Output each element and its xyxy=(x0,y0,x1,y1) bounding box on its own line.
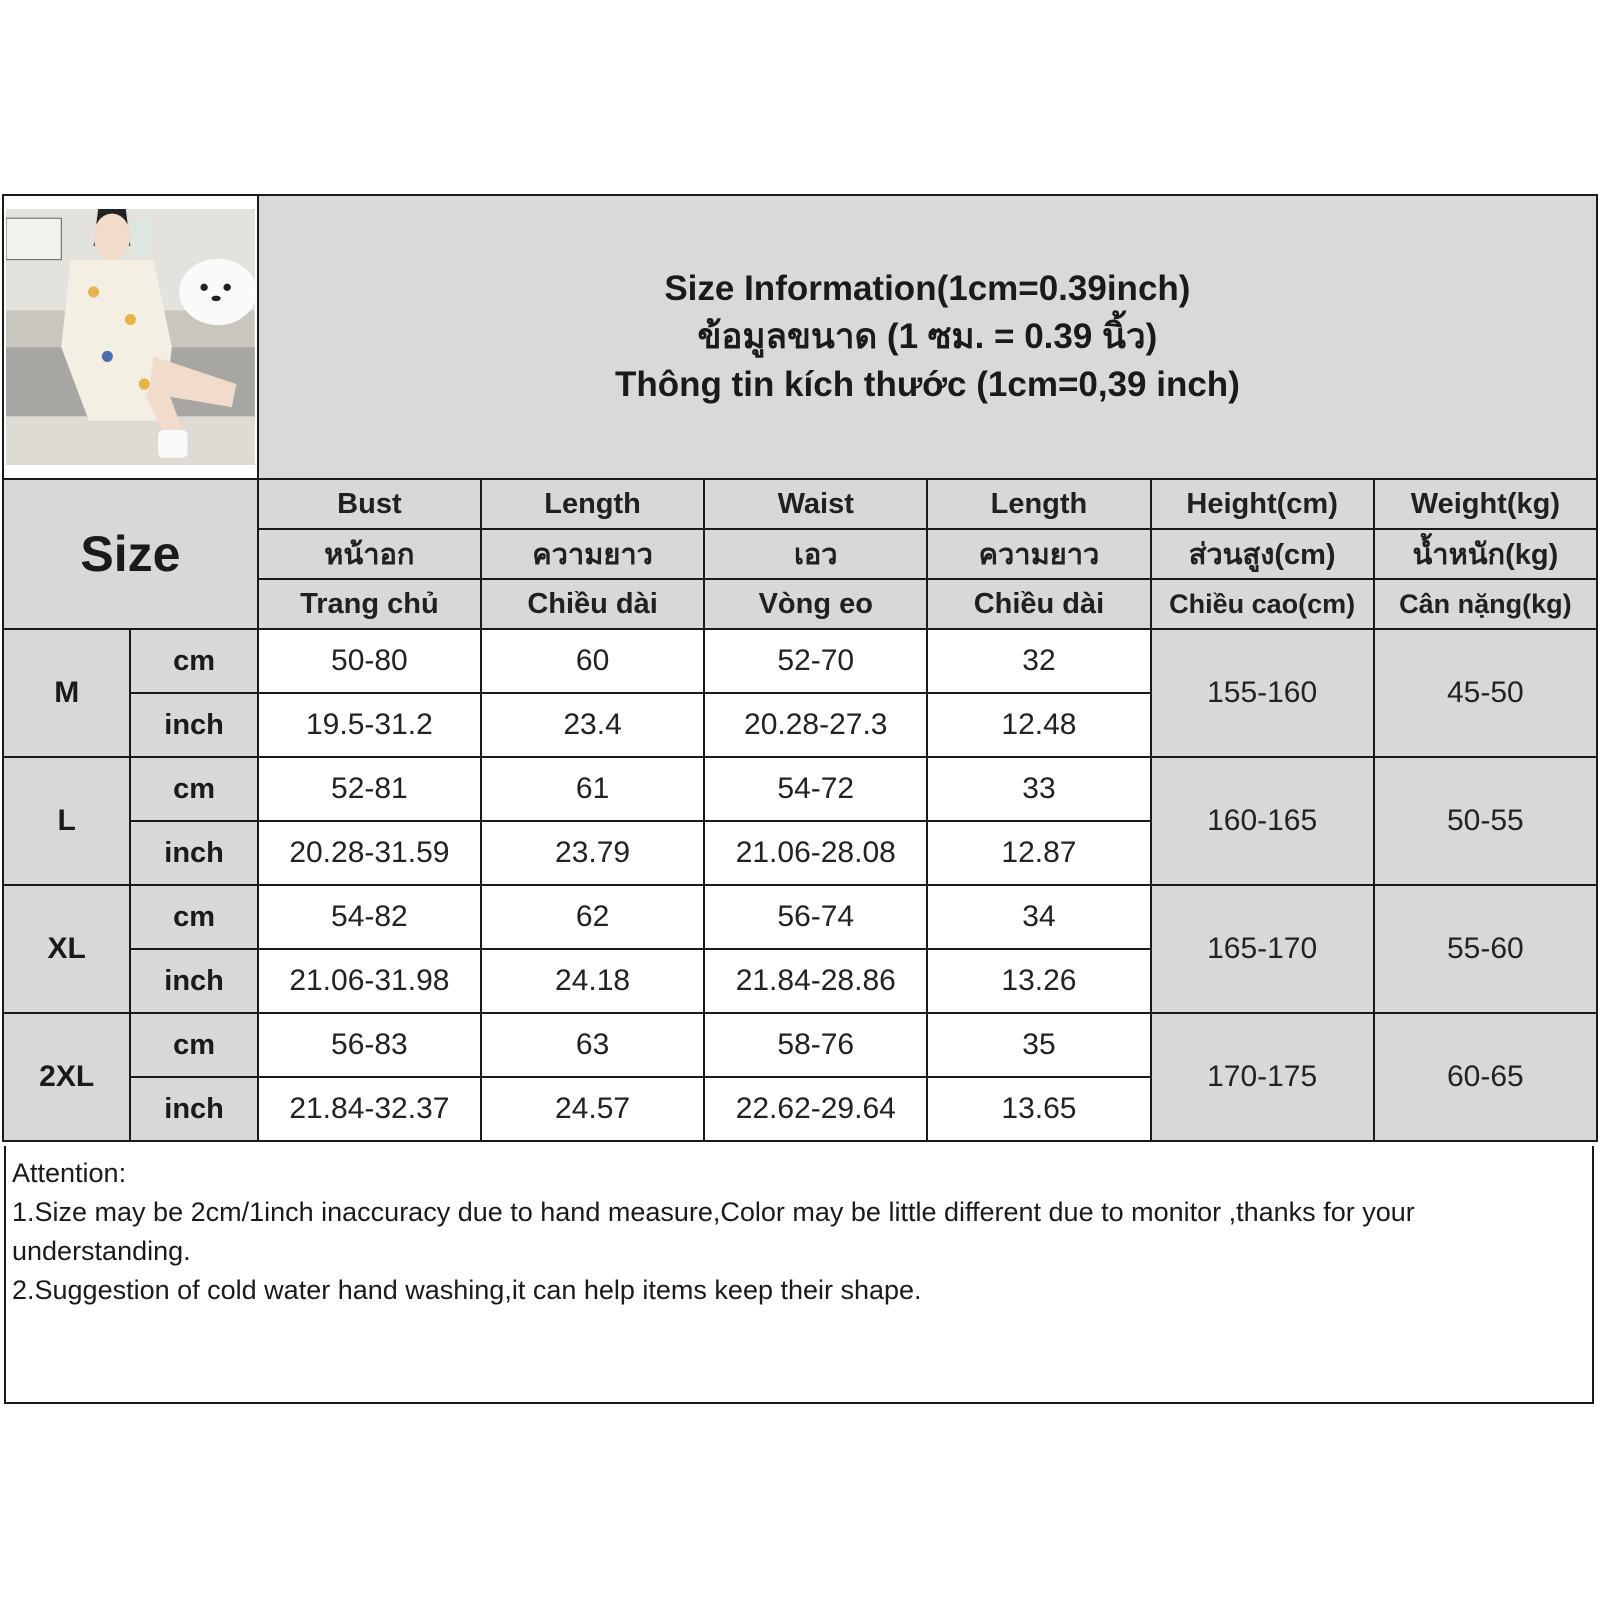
size-row-label: 2XL xyxy=(3,1013,130,1141)
col-header-th: ความยาว xyxy=(927,529,1150,579)
length2-cm-value: 32 xyxy=(927,629,1150,693)
waist-inch-value: 22.62-29.64 xyxy=(704,1077,927,1141)
col-header-vi: Chiều cao(cm) xyxy=(1151,579,1374,629)
bust-inch-value: 21.06-31.98 xyxy=(258,949,481,1013)
length2-cm-value: 33 xyxy=(927,757,1150,821)
length2-inch-value: 12.48 xyxy=(927,693,1150,757)
unit-inch-label: inch xyxy=(130,821,257,885)
length2-inch-value: 13.26 xyxy=(927,949,1150,1013)
size-row-label: L xyxy=(3,757,130,885)
attention-note-1: 1.Size may be 2cm/1inch inaccuracy due to hand measure,Color may be little different due to monitor ,thanks for your understanding. xyxy=(12,1197,1415,1266)
col-header-en: Waist xyxy=(704,479,927,529)
length2-cm-value: 35 xyxy=(927,1013,1150,1077)
col-header-en: Length xyxy=(927,479,1150,529)
bust-cm-value: 56-83 xyxy=(258,1013,481,1077)
height-value: 170-175 xyxy=(1151,1013,1374,1141)
bust-inch-value: 21.84-32.37 xyxy=(258,1077,481,1141)
size-row-label: XL xyxy=(3,885,130,1013)
length2-inch-value: 12.87 xyxy=(927,821,1150,885)
col-header-en: Height(cm) xyxy=(1151,479,1374,529)
length-cm-value: 62 xyxy=(481,885,704,949)
bust-inch-value: 19.5-31.2 xyxy=(258,693,481,757)
height-value: 165-170 xyxy=(1151,885,1374,1013)
unit-inch-label: inch xyxy=(130,949,257,1013)
waist-cm-value: 58-76 xyxy=(704,1013,927,1077)
col-header-th: หน้าอก xyxy=(258,529,481,579)
col-header-th: ความยาว xyxy=(481,529,704,579)
size-chart-table xyxy=(2,194,1598,1142)
waist-inch-value: 20.28-27.3 xyxy=(704,693,927,757)
col-header-vi: Trang chủ xyxy=(258,579,481,629)
product-photo xyxy=(3,195,258,479)
length-cm-value: 61 xyxy=(481,757,704,821)
unit-inch-label: inch xyxy=(130,693,257,757)
length2-cm-value: 34 xyxy=(927,885,1150,949)
title-vietnamese: Thông tin kích thước (1cm=0,39 inch) xyxy=(614,365,1240,404)
attention-notes xyxy=(4,1146,1594,1404)
unit-cm-label: cm xyxy=(130,885,257,949)
unit-cm-label: cm xyxy=(130,1013,257,1077)
attention-note-2: 2.Suggestion of cold water hand washing,it can help items keep their shape. xyxy=(12,1275,922,1305)
unit-inch-label: inch xyxy=(130,1077,257,1141)
col-header-th: เอว xyxy=(704,529,927,579)
weight-value: 45-50 xyxy=(1374,629,1597,757)
length-inch-value: 24.18 xyxy=(481,949,704,1013)
length-inch-value: 24.57 xyxy=(481,1077,704,1141)
col-header-en: Length xyxy=(481,479,704,529)
col-header-th: ส่วนสูง(cm) xyxy=(1151,529,1374,579)
model-photo-image xyxy=(6,209,255,465)
col-header-vi: Chiều dài xyxy=(481,579,704,629)
unit-cm-label: cm xyxy=(130,757,257,821)
col-header-en: Weight(kg) xyxy=(1374,479,1597,529)
col-header-vi: Cân nặng(kg) xyxy=(1374,579,1597,629)
weight-value: 60-65 xyxy=(1374,1013,1597,1141)
bust-cm-value: 50-80 xyxy=(258,629,481,693)
col-header-th: น้ำหนัก(kg) xyxy=(1374,529,1597,579)
waist-cm-value: 56-74 xyxy=(704,885,927,949)
size-row-label: M xyxy=(3,629,130,757)
waist-inch-value: 21.06-28.08 xyxy=(704,821,927,885)
col-header-vi: Vòng eo xyxy=(704,579,927,629)
title-english: Size Information(1cm=0.39inch) xyxy=(664,269,1191,308)
weight-value: 50-55 xyxy=(1374,757,1597,885)
bust-cm-value: 54-82 xyxy=(258,885,481,949)
length-inch-value: 23.4 xyxy=(481,693,704,757)
waist-cm-value: 54-72 xyxy=(704,757,927,821)
length-inch-value: 23.79 xyxy=(481,821,704,885)
waist-inch-value: 21.84-28.86 xyxy=(704,949,927,1013)
height-value: 155-160 xyxy=(1151,629,1374,757)
length-cm-value: 60 xyxy=(481,629,704,693)
weight-value: 55-60 xyxy=(1374,885,1597,1013)
bust-cm-value: 52-81 xyxy=(258,757,481,821)
unit-cm-label: cm xyxy=(130,629,257,693)
bust-inch-value: 20.28-31.59 xyxy=(258,821,481,885)
waist-cm-value: 52-70 xyxy=(704,629,927,693)
height-value: 160-165 xyxy=(1151,757,1374,885)
col-header-en: Bust xyxy=(258,479,481,529)
length-cm-value: 63 xyxy=(481,1013,704,1077)
title-thai: ข้อมูลขนาด (1 ซม. = 0.39 นิ้ว) xyxy=(697,317,1158,356)
size-header: Size xyxy=(3,479,258,629)
col-header-vi: Chiều dài xyxy=(927,579,1150,629)
title-block xyxy=(258,195,1597,479)
attention-heading: Attention: xyxy=(12,1158,127,1188)
length2-inch-value: 13.65 xyxy=(927,1077,1150,1141)
